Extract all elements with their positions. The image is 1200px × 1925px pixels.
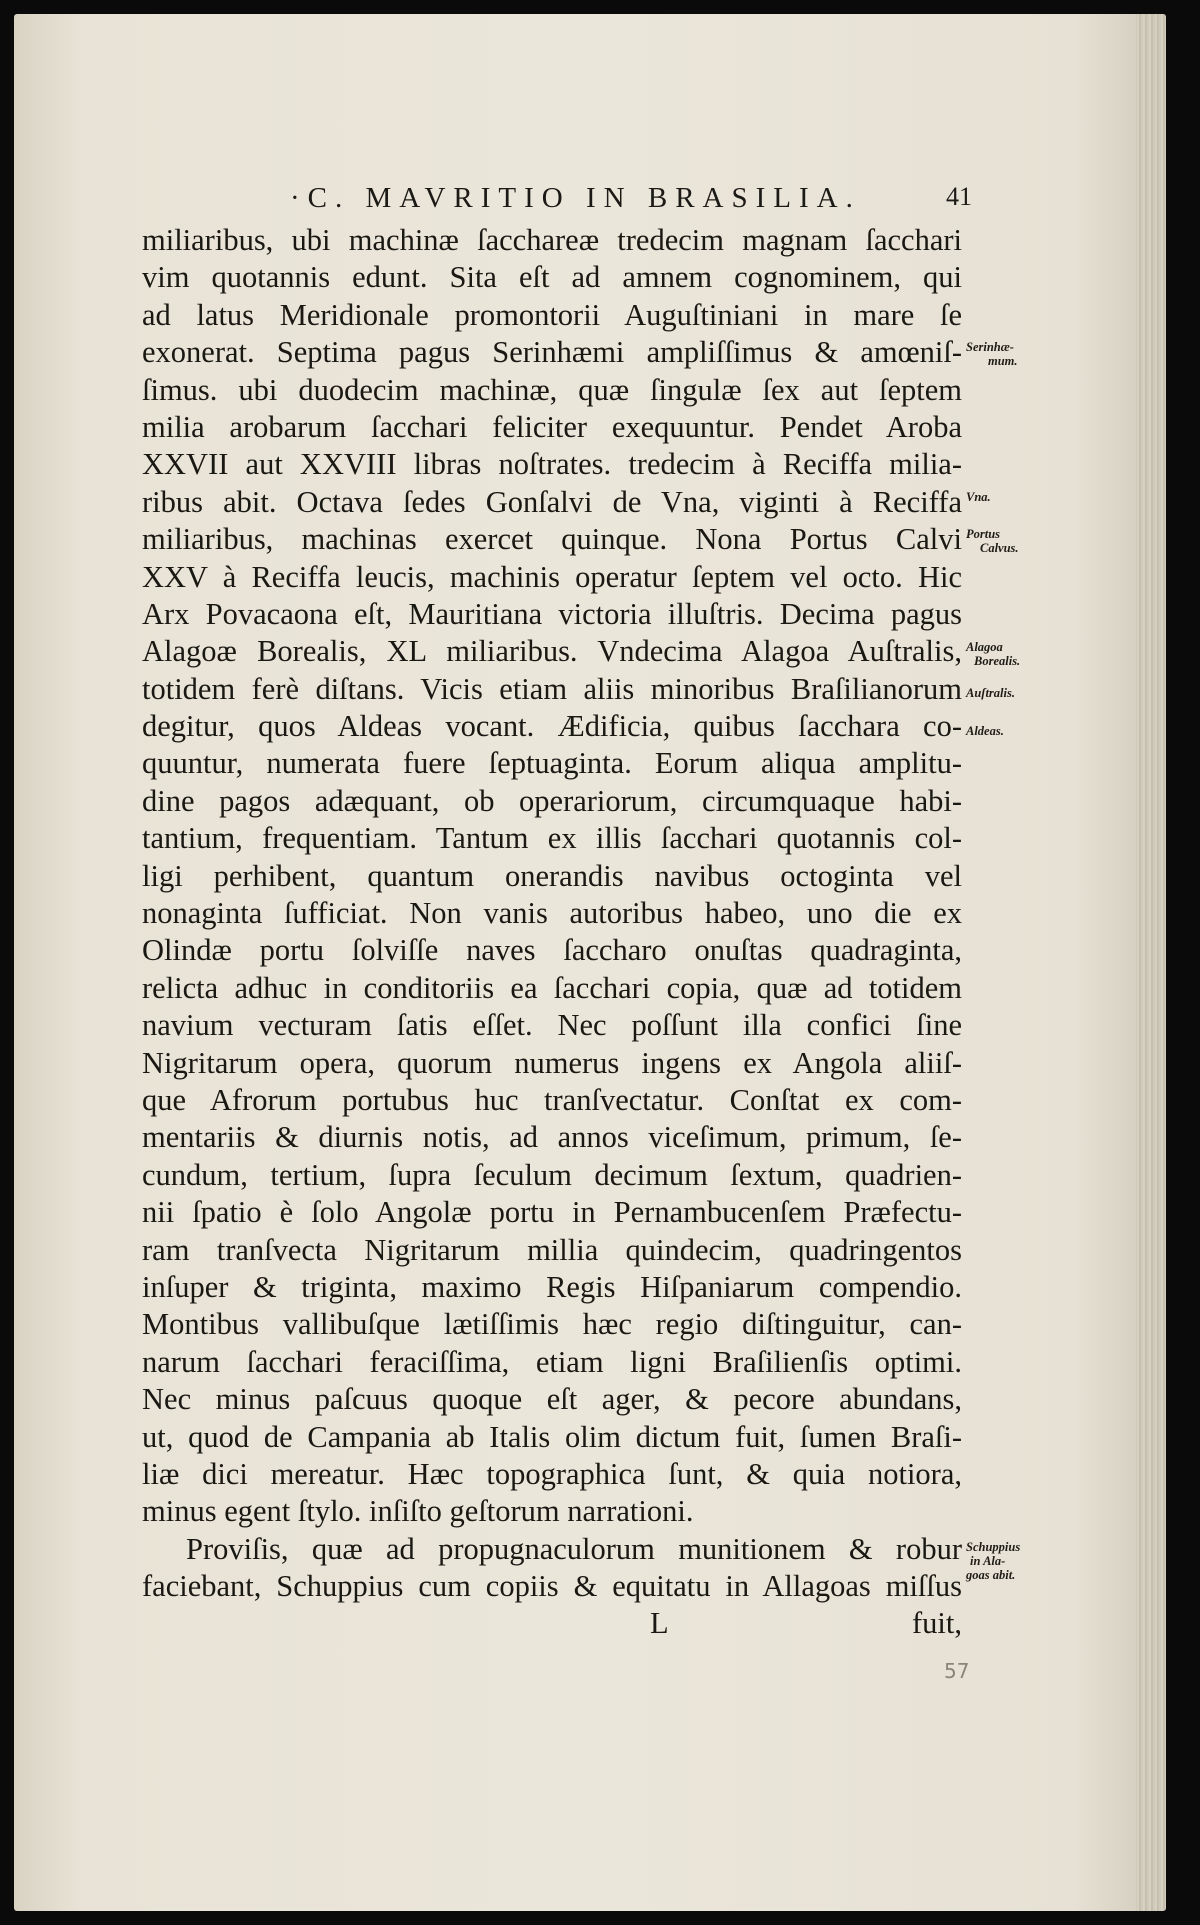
- margin-note: [966, 686, 1015, 700]
- text-line: Alagoæ Borealis, XL miliaribus. Vndecima Alagoa Auſtralis,: [142, 634, 962, 669]
- page-edges: [1136, 14, 1166, 1911]
- margin-note: [966, 340, 1018, 368]
- text-line: degitur, quos Aldeas vocant. Ædificia, quibus ſacchara co-: [142, 709, 962, 744]
- text-line: vim quotannis edunt. Sita eſt ad amnem cognominem, qui: [142, 260, 962, 295]
- margin-note-line: Calvus.: [980, 541, 1019, 555]
- running-head: ·C. MAVRITIO IN BRASILIA.: [290, 182, 861, 214]
- margin-note: [966, 527, 1019, 555]
- text-line: ram tranſvecta Nigritarum millia quindecim, quadringentos: [142, 1232, 962, 1267]
- margin-note-line: mum.: [988, 354, 1018, 368]
- text-line: tantium, frequentiam. Tantum ex illis ſacchari quotannis col-: [142, 821, 962, 856]
- text-line: totidem ferè diſtans. Vicis etiam aliis minoribus Braſilianorum: [142, 671, 962, 706]
- text-line: navium vecturam ſatis eſſet. Nec poſſunt illa confici ſine: [142, 1008, 962, 1043]
- margin-note: [966, 1540, 1020, 1582]
- margin-note-line: Schuppius: [966, 1540, 1021, 1554]
- text-line: nii ſpatio è ſolo Angolæ portu in Pernambucenſem Præfectu-: [142, 1195, 962, 1230]
- catchline: [142, 1605, 962, 1642]
- text-line: miliaribus, machinas exercet quinque. Nona Portus Calvi: [142, 522, 962, 557]
- margin-note: [966, 724, 1004, 738]
- text-line: faciebant, Schuppius cum copiis & equitatu in Allagoas miſſus: [142, 1569, 962, 1604]
- margin-note-line: Borealis.: [974, 654, 1021, 668]
- text-line: cundum, tertium, ſupra ſeculum decimum ſextum, quadrien-: [142, 1157, 962, 1192]
- text-line: mentariis & diurnis notis, ad annos viceſimum, primum, ſe-: [142, 1120, 962, 1155]
- text-line: nonaginta ſufficiat. Non vanis autoribus habeo, uno die ex: [142, 896, 962, 931]
- text-line: narum ſacchari feraciſſima, etiam ligni Braſilienſis optimi.: [142, 1344, 962, 1379]
- paragraph-end-line: minus egent ſtylo. inſiſto geſtorum narrationi.: [142, 1494, 694, 1529]
- text-line: dine pagos adæquant, ob operariorum, circumquaque habi-: [142, 783, 962, 818]
- text-line: Montibus vallibuſque lætiſſimis hæc regio diſtinguitur, can-: [142, 1307, 962, 1342]
- text-line: XXVII aut XXVIII libras noſtrates. tredecim à Reciffa milia-: [142, 447, 962, 482]
- text-line: Nec minus paſcuus quoque eſt ager, & pecore abundans,: [142, 1382, 962, 1417]
- text-line: Nigritarum opera, quorum numerus ingens ex Angola aliiſ-: [142, 1045, 962, 1080]
- text-line: ad latus Meridionale promontorii Auguſtiniani in mare ſe: [142, 297, 962, 332]
- margin-note-line: goas abit.: [966, 1568, 1016, 1582]
- text-line: ribus abit. Octava ſedes Gonſalvi de Vna, viginti à Reciffa: [142, 484, 962, 519]
- margin-note-line: in Ala-: [970, 1554, 1006, 1568]
- text-line: ligi perhibent, quantum onerandis navibus octoginta vel: [142, 858, 962, 893]
- text-line: relicta adhuc in conditoriis ea ſacchari copia, quæ ad totidem: [142, 970, 962, 1005]
- signature-mark: L: [650, 1606, 669, 1641]
- body-text: [142, 222, 962, 1643]
- page-header: [142, 182, 972, 222]
- text-line: que Afrorum portubus huc tranſvectatur. Conſtat ex com-: [142, 1082, 962, 1117]
- text-line: quuntur, numerata fuere ſeptuaginta. Eorum aliqua amplitu-: [142, 746, 962, 781]
- text-line: XXV à Reciffa leucis, machinis operatur ſeptem vel octo. Hic: [142, 559, 962, 594]
- book-page: [14, 14, 1166, 1911]
- margin-note: [966, 490, 991, 504]
- pencil-folio-number: 57: [944, 1659, 970, 1683]
- text-line: liæ dici mereatur. Hæc topographica ſunt, & quia notiora,: [142, 1456, 962, 1491]
- text-line: miliaribus, ubi machinæ ſacchareæ tredecim magnam ſacchari: [142, 223, 962, 257]
- text-line: Arx Povacaona eſt, Mauritiana victoria illuſtris. Decima pagus: [142, 596, 962, 631]
- page-number: 41: [946, 182, 972, 211]
- text-line: exonerat. Septima pagus Serinhæmi ampliſſimus & amœniſ-: [142, 335, 962, 370]
- margin-note-line: Aldeas.: [966, 724, 1004, 738]
- margin-note-line: Alagoa: [966, 640, 1003, 654]
- margin-note-line: Vna.: [966, 490, 991, 504]
- margin-note-line: Serinhæ-: [966, 340, 1014, 354]
- text-line: Olindæ portu ſolviſſe naves ſaccharo onuſtas quadraginta,: [142, 933, 962, 968]
- margin-note-line: Portus: [966, 527, 1001, 541]
- text-line: inſuper & triginta, maximo Regis Hiſpaniarum compendio.: [142, 1269, 962, 1304]
- margin-note: [966, 640, 1020, 668]
- text-line: ſimus. ubi duodecim machinæ, quæ ſingulæ ſex aut ſeptem: [142, 372, 962, 407]
- text-line: ut, quod de Campania ab Italis olim dictum fuit, ſumen Braſi-: [142, 1419, 962, 1454]
- catchword: fuit,: [912, 1606, 962, 1641]
- paragraph-start-line: Proviſis, quæ ad propugnaculorum munitionem & robur: [186, 1531, 962, 1566]
- text-line: milia arobarum ſacchari feliciter exequuntur. Pendet Aroba: [142, 409, 962, 444]
- margin-note-line: Auſtralis.: [966, 686, 1015, 700]
